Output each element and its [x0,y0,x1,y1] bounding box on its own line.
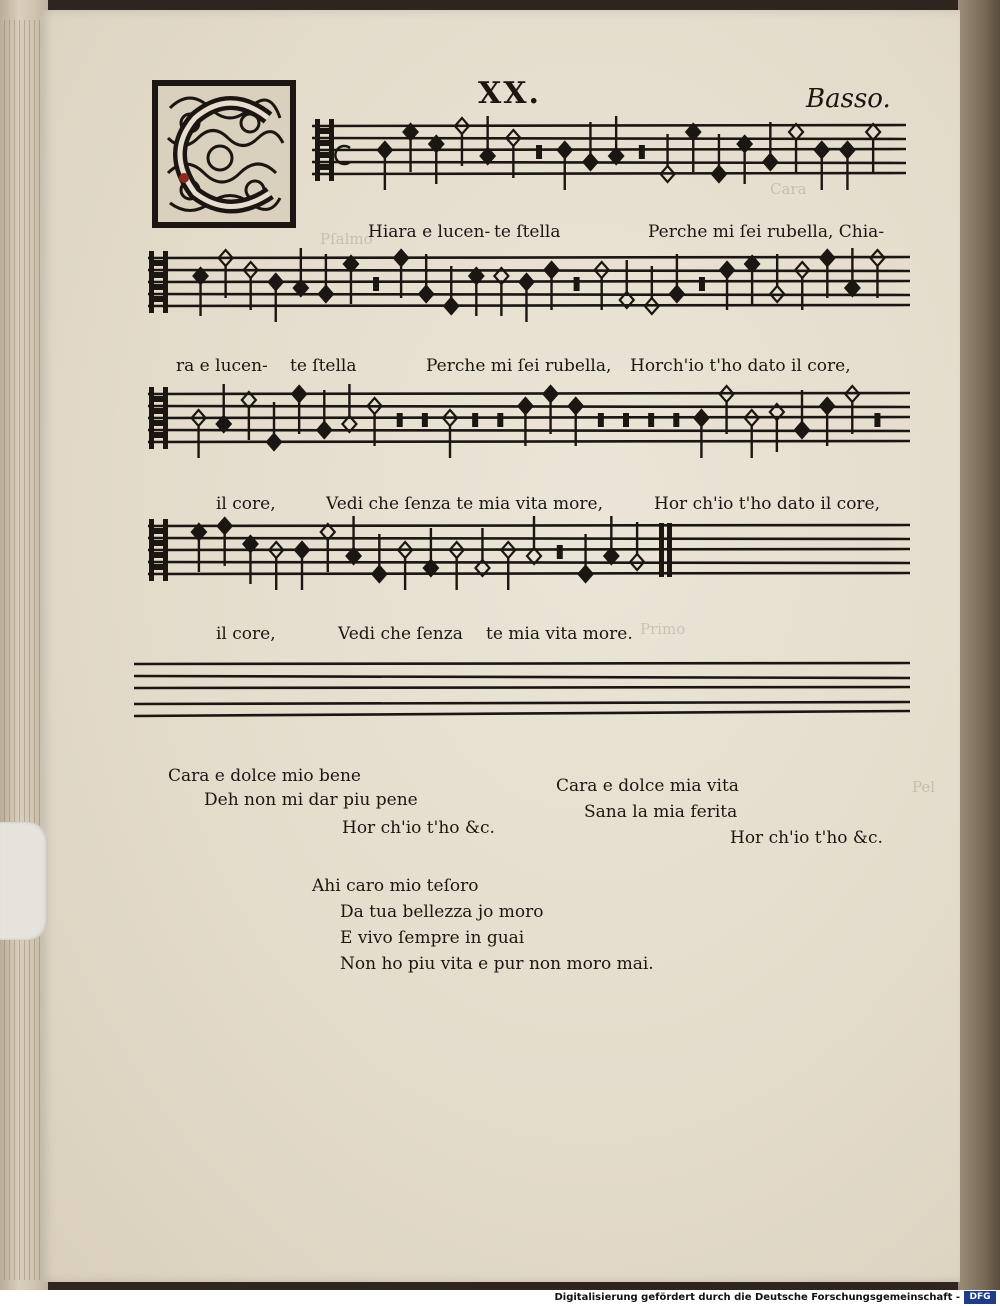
note-head [267,434,281,450]
note-head [372,566,386,582]
note-head [518,398,532,414]
rest-mark [624,414,628,426]
note-head [558,142,572,158]
lyric-line1-b: te ſtella [494,222,561,242]
empty-staff-line [134,663,910,664]
verse-right-2: Sana la mia ferita [584,802,738,822]
note-head [583,154,597,170]
lyric-line2-d: Horch'io t'ho dato il core, [630,356,851,376]
note-head [317,422,331,438]
lyric-line4-a: il core, [216,624,276,644]
note-head [720,262,734,278]
staff-line [312,138,906,139]
note-head [218,518,232,534]
staff-line [312,162,906,163]
note-head [866,124,880,140]
rest-mark [537,146,541,158]
lyric-line4-c: te mia vita more. [486,624,633,644]
verse-center-2: Da tua bellezza jo moro [340,902,544,922]
note-head [378,142,392,158]
rest-mark [575,278,579,290]
staff-line [148,305,910,306]
lyric-line2-b: te ſtella [290,356,357,376]
rest-mark [423,414,427,426]
dfg-logo-icon: DFG [964,1291,996,1304]
rest-mark [875,414,879,426]
staff-line [148,417,910,418]
lyric-line1-c: Perche mi ſei rubella, Chia- [648,222,885,242]
verse-left-3: Hor ch'io t'ho &c. [342,818,495,838]
note-head [444,298,458,314]
empty-staff-line [134,711,910,716]
note-head [544,386,558,402]
empty-staff-line [134,687,910,688]
note-head [840,142,854,158]
rest-mark [398,414,402,426]
empty-staff-line [134,676,910,678]
note-head [815,142,829,158]
note-head [694,410,708,426]
verse-right-3: Hor ch'io t'ho &c. [730,828,883,848]
staff-line [148,393,910,394]
note-head [579,566,593,582]
digitization-footer [0,1290,1000,1306]
lyric-line2-c: Perche mi ſei rubella, [426,356,612,376]
staff-line [148,573,910,574]
note-head [519,274,533,290]
note-head [319,286,333,302]
footer-credit: Digitalisierung gefördert durch die Deutsche Forschungsgemeinschaft - [554,1292,960,1303]
note-head [820,398,834,414]
note-head [292,386,306,402]
verse-center-4: Non ho piu vita e pur non moro mai. [340,954,654,974]
note-head [795,422,809,438]
rest-mark [700,278,704,290]
rest-mark [640,146,644,158]
verse-center-1: Ahi caro mio teſoro [312,876,479,896]
rest-mark [558,546,562,558]
lyric-line3-a: il core, [216,494,276,514]
lyric-line2-a: ra e lucen- [176,356,268,376]
rest-mark [473,414,477,426]
voice-part-label: Basso. [806,84,891,114]
note-head [712,166,726,182]
note-head [820,250,834,266]
note-head [763,154,777,170]
rest-mark [599,414,603,426]
staff-line [148,525,910,526]
final-barline [660,524,663,576]
verse-center-3: E vivo ſempre in guai [340,928,525,948]
verse-right-1: Cara e dolce mia vita [556,776,739,796]
lyric-line3-c: Hor ch'io t'ho dato il core, [654,494,881,514]
verse-left-1: Cara e dolce mio bene [168,766,361,786]
note-head [569,398,583,414]
rest-mark [649,414,653,426]
note-head [545,262,559,278]
verse-left-2: Deh non mi dar piu pene [204,790,418,810]
note-head [295,542,309,558]
staff-line [148,257,910,258]
lyric-line3-b: Vedi che ſenza te mia vita more, [326,494,603,514]
note-head [269,274,283,290]
staff-line [312,173,906,174]
staff-line [148,294,910,295]
note-head [394,250,408,266]
final-barline [668,524,671,576]
staff-line [148,441,910,442]
staff-line [148,549,910,550]
staff-line [312,125,906,126]
note-head [670,286,684,302]
note-head [845,280,859,296]
lyric-line1-a: Hiara e lucen- [368,222,491,242]
staff-line [148,538,910,539]
lyric-line4-b: Vedi che ſenza [338,624,463,644]
note-head [419,286,433,302]
page-number: XX. [478,76,541,111]
rest-mark [674,414,678,426]
staff-line [148,562,910,563]
rest-mark [374,278,378,290]
rest-mark [498,414,502,426]
empty-staff-line [134,702,910,704]
